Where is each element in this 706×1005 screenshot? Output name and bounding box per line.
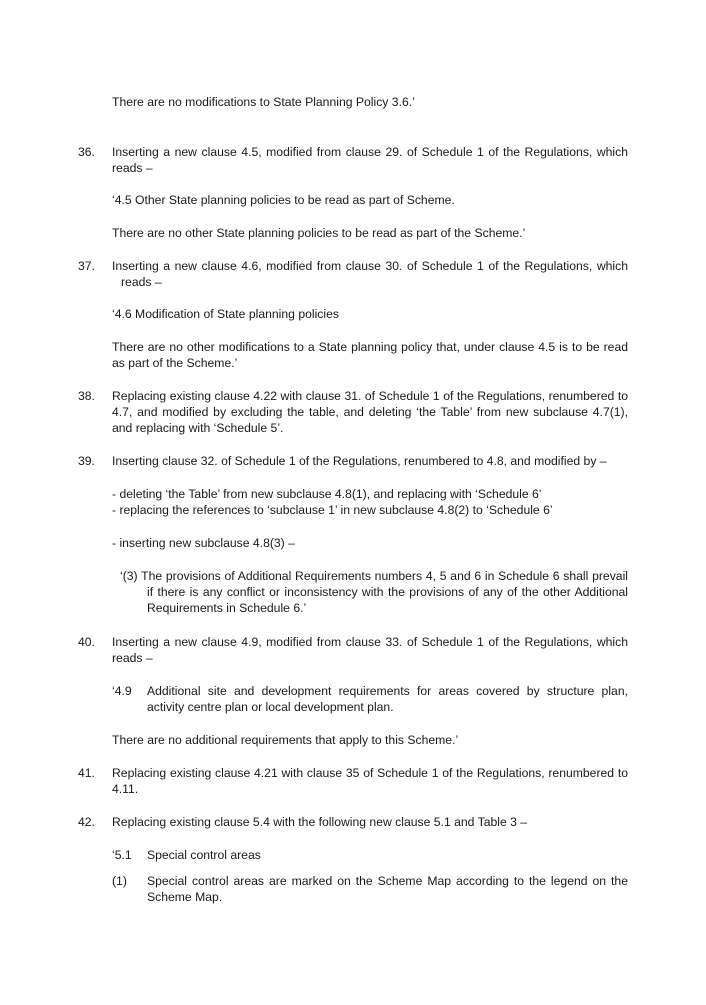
item-number: 37. bbox=[78, 259, 95, 273]
paragraph: There are no other State planning policies to be read as part of the Scheme.’ bbox=[112, 226, 526, 240]
item-number: 42. bbox=[78, 815, 95, 829]
clause-heading: ‘4.5 Other State planning policies to be read as part of Scheme. bbox=[112, 193, 455, 207]
item-text: 4.11. bbox=[112, 782, 139, 796]
item-text: Inserting a new clause 4.5, modified from clause 29. of Schedule 1 of the Regulations, which bbox=[112, 145, 628, 159]
list-item: - deleting ‘the Table’ from new subclause 4.8(1), and replacing with ‘Schedule 6’ bbox=[112, 487, 542, 501]
clause-heading: Additional site and development requirements for areas covered by structure plan, bbox=[147, 684, 628, 698]
paragraph: There are no additional requirements that apply to this Scheme.’ bbox=[112, 733, 459, 747]
item-number: 41. bbox=[78, 766, 95, 780]
clause-number: ‘4.9 bbox=[112, 684, 132, 698]
item-number: 40. bbox=[78, 635, 95, 649]
item-text: Replacing existing clause 4.21 with clause 35 of Schedule 1 of the Regulations, renumbered to bbox=[112, 766, 628, 780]
clause-heading: ‘4.6 Modification of State planning policies bbox=[112, 307, 339, 321]
clause-heading: activity centre plan or local development plan. bbox=[147, 700, 394, 714]
list-item: - replacing the references to ‘subclause 1’ in new subclause 4.8(2) to ‘Schedule 6’ bbox=[112, 503, 553, 517]
paragraph: as part of the Scheme.’ bbox=[112, 356, 238, 370]
quoted-text: Requirements in Schedule 6.’ bbox=[147, 601, 307, 615]
item-text: Replacing existing clause 4.22 with clause 31. of Schedule 1 of the Regulations, renumbered to bbox=[112, 389, 628, 403]
subclause-text: Special control areas are marked on the Scheme Map according to the legend on the bbox=[147, 874, 628, 888]
paragraph: There are no other modifications to a State planning policy that, under clause 4.5 is to be read bbox=[112, 340, 628, 354]
item-number: 38. bbox=[78, 389, 95, 403]
paragraph: There are no modifications to State Planning Policy 3.6.’ bbox=[112, 95, 415, 109]
item-text: 4.7, and modified by excluding the table, and deleting ‘the Table’ from new subclause 4.7(1), bbox=[112, 405, 628, 419]
item-text: Inserting clause 32. of Schedule 1 of the Regulations, renumbered to 4.8, and modified by – bbox=[112, 454, 607, 468]
item-text: reads – bbox=[112, 161, 153, 175]
quoted-text: ‘(3) The provisions of Additional Requirements numbers 4, 5 and 6 in Schedule 6 shall prevail bbox=[120, 569, 628, 583]
quoted-text: if there is any conflict or inconsistency with the provisions of any of the other Additional bbox=[147, 585, 628, 599]
item-text: Inserting a new clause 4.6, modified from clause 30. of Schedule 1 of the Regulations, which bbox=[112, 259, 628, 273]
item-text: Inserting a new clause 4.9, modified from clause 33. of Schedule 1 of the Regulations, which bbox=[112, 635, 628, 649]
item-text: Replacing existing clause 5.4 with the following new clause 5.1 and Table 3 – bbox=[112, 815, 528, 829]
list-item: - inserting new subclause 4.8(3) – bbox=[112, 536, 295, 550]
item-number: 36. bbox=[78, 145, 95, 159]
subclause-text: Scheme Map. bbox=[147, 890, 223, 904]
item-number: 39. bbox=[78, 454, 95, 468]
clause-number: ‘5.1 bbox=[112, 848, 132, 862]
clause-heading: Special control areas bbox=[147, 848, 261, 862]
item-text: reads – bbox=[112, 651, 153, 665]
item-text: reads – bbox=[121, 275, 162, 289]
item-text: and replacing with ‘Schedule 5’. bbox=[112, 421, 284, 435]
subclause-number: (1) bbox=[112, 874, 127, 888]
